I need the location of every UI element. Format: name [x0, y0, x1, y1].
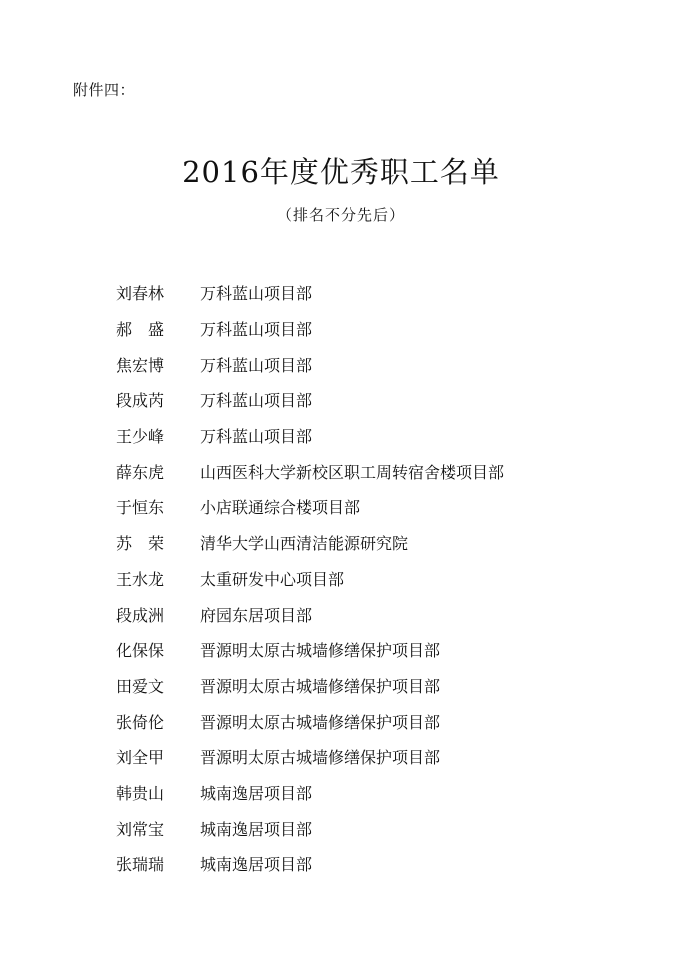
document-subtitle: （排名不分先后） [276, 206, 405, 224]
list-item [116, 846, 504, 882]
employee-name: 王水龙 [116, 569, 165, 589]
employee-name: 韩贵山 [116, 783, 165, 803]
employee-name: 薛东虎 [116, 462, 165, 482]
employee-name: 田爱文 [116, 676, 165, 696]
employee-department: 万科蓝山项目部 [200, 427, 313, 447]
employee-name: 郝 盛 [116, 320, 165, 340]
employee-name: 段成芮 [116, 391, 165, 411]
document-title: 2016年度优秀职工名单 [182, 155, 500, 189]
employee-department: 晋源明太原古城墙修缮保护项目部 [200, 676, 441, 696]
employee-department: 城南逸居项目部 [200, 855, 313, 875]
employee-department: 山西医科大学新校区职工周转宿舍楼项目部 [200, 462, 505, 482]
employee-department: 城南逸居项目部 [200, 783, 313, 803]
employee-department: 万科蓝山项目部 [200, 284, 313, 304]
employee-department: 晋源明太原古城墙修缮保护项目部 [200, 641, 441, 661]
employee-name: 焦宏博 [116, 355, 165, 375]
employee-name: 刘春林 [116, 284, 165, 304]
employee-department: 城南逸居项目部 [200, 819, 313, 839]
list-item [116, 346, 504, 382]
employee-department: 万科蓝山项目部 [200, 391, 313, 411]
list-item [116, 810, 504, 846]
employee-name: 段成洲 [116, 605, 165, 625]
list-item [116, 418, 504, 454]
employee-name: 于恒东 [116, 498, 165, 518]
employee-department: 太重研发中心项目部 [200, 569, 345, 589]
list-item [116, 561, 504, 597]
attachment-label: 附件四： [73, 81, 136, 99]
list-item [116, 668, 504, 704]
employee-department: 万科蓝山项目部 [200, 320, 313, 340]
list-item [116, 775, 504, 811]
employee-name: 化保保 [116, 641, 165, 661]
list-item [116, 703, 504, 739]
employee-list [116, 275, 504, 882]
list-item [116, 453, 504, 489]
employee-name: 张瑞瑞 [116, 855, 165, 875]
list-item [116, 311, 504, 347]
employee-department: 万科蓝山项目部 [200, 355, 313, 375]
employee-department: 清华大学山西清洁能源研究院 [200, 534, 409, 554]
list-item [116, 739, 504, 775]
employee-name: 刘常宝 [116, 819, 165, 839]
list-item [116, 489, 504, 525]
list-item [116, 596, 504, 632]
list-item [116, 632, 504, 668]
list-item [116, 525, 504, 561]
employee-name: 王少峰 [116, 427, 165, 447]
employee-name: 刘全甲 [116, 748, 165, 768]
employee-department: 小店联通综合楼项目部 [200, 498, 361, 518]
list-item [116, 275, 504, 311]
employee-department: 晋源明太原古城墙修缮保护项目部 [200, 712, 441, 732]
list-item [116, 382, 504, 418]
employee-name: 苏 荣 [116, 534, 165, 554]
employee-name: 张倚伦 [116, 712, 165, 732]
employee-department: 府园东居项目部 [200, 605, 313, 625]
employee-department: 晋源明太原古城墙修缮保护项目部 [200, 748, 441, 768]
